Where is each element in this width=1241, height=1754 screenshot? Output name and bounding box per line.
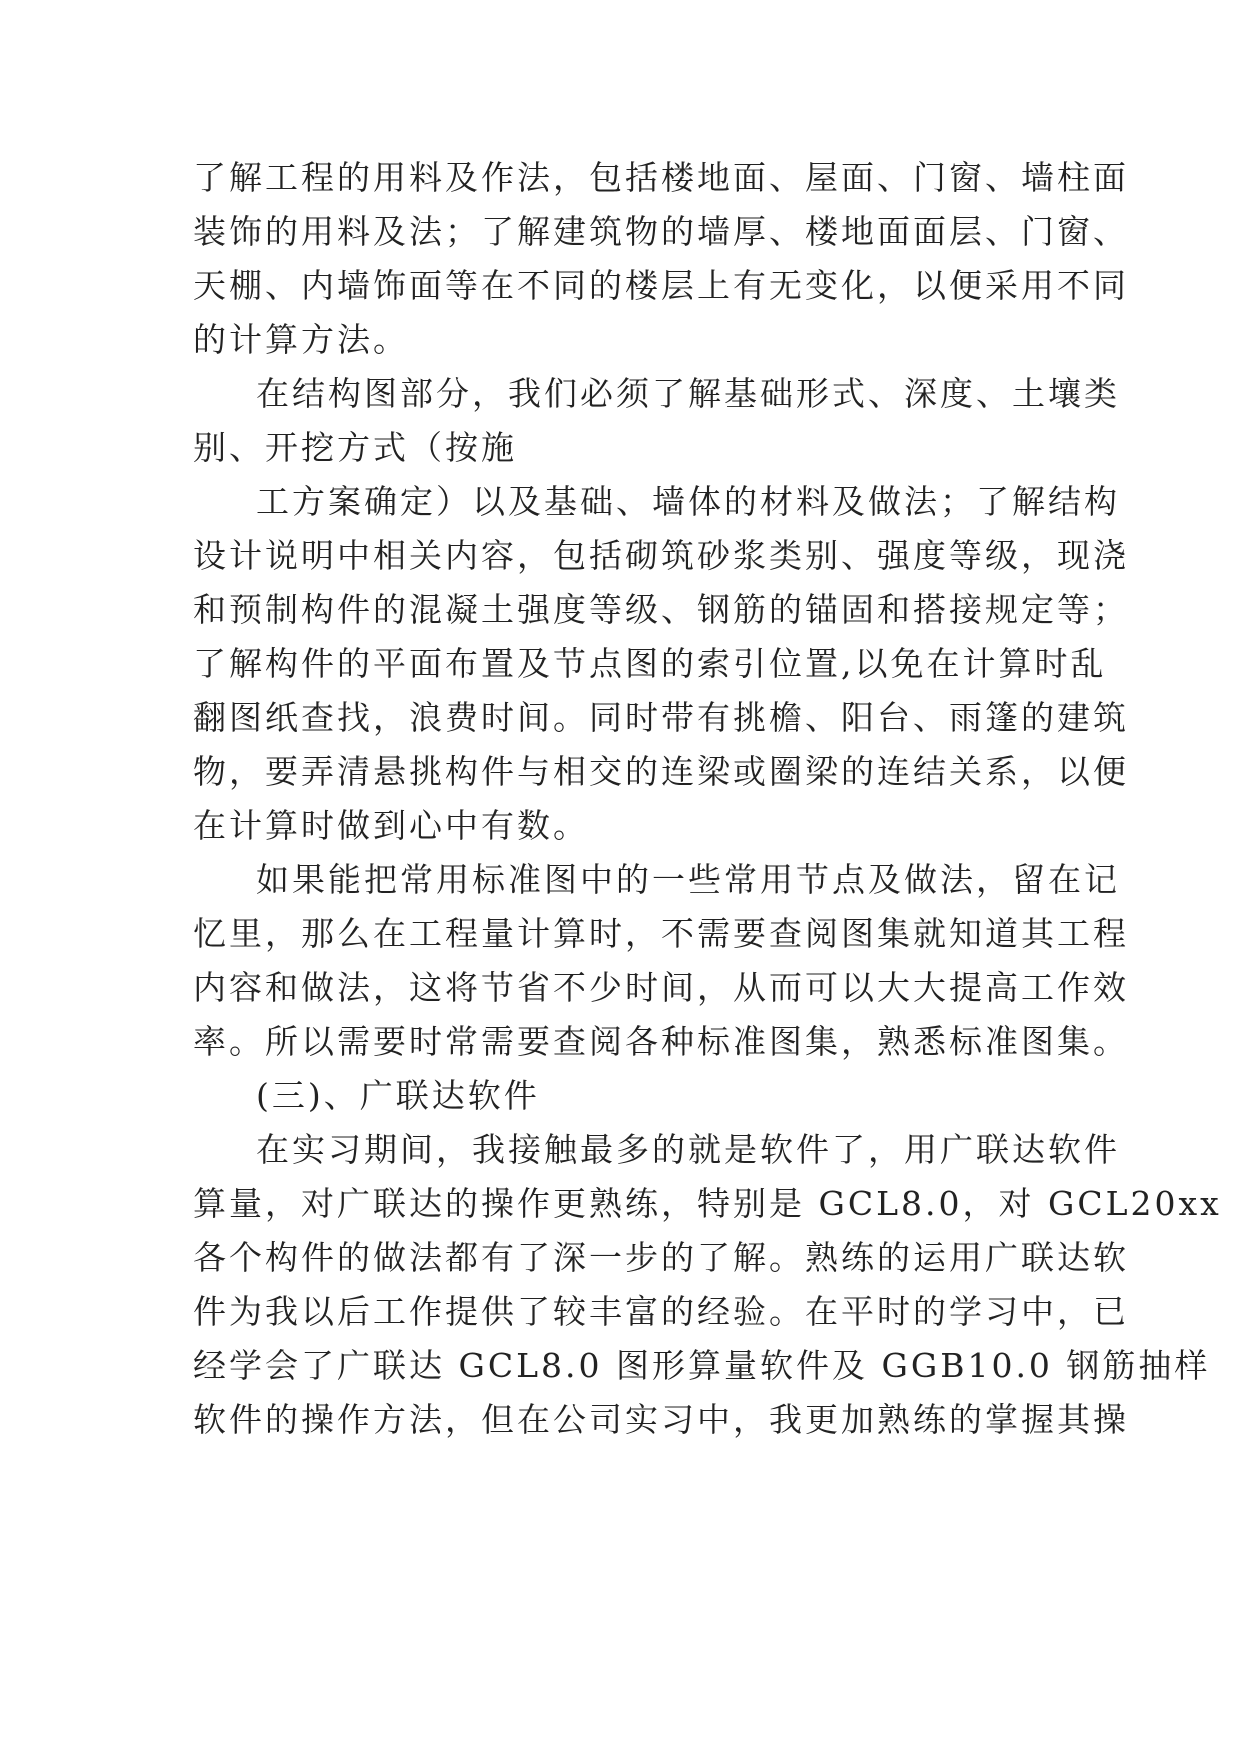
text-line: 天棚、内墙饰面等在不同的楼层上有无变化，以便采用不同 — [193, 266, 1129, 305]
paragraph-first-line: 在实习期间，我接触最多的就是软件了，用广联达软件 — [256, 1130, 1120, 1169]
text-line: 物，要弄清悬挑构件与相交的连梁或圈梁的连结关系，以便 — [193, 752, 1129, 791]
text-line: 件为我以后工作提供了较丰富的经验。在平时的学习中，已 — [193, 1292, 1129, 1331]
paragraph-first-line: 在结构图部分，我们必须了解基础形式、深度、土壤类 — [256, 374, 1120, 413]
text-line: 软件的操作方法，但在公司实习中，我更加熟练的掌握其操 — [193, 1400, 1129, 1439]
text-line: 别、开挖方式（按施 — [193, 428, 517, 467]
text-line: 和预制构件的混凝土强度等级、钢筋的锚固和搭接规定等； — [193, 590, 1129, 629]
text-line: 翻图纸查找，浪费时间。同时带有挑檐、阳台、雨篷的建筑 — [193, 698, 1129, 737]
text-line: 在计算时做到心中有数。 — [193, 806, 589, 845]
text-line: 了解工程的用料及作法，包括楼地面、屋面、门窗、墙柱面 — [193, 158, 1129, 197]
text-line: 忆里，那么在工程量计算时，不需要查阅图集就知道其工程 — [193, 914, 1129, 953]
section-heading: (三)、广联达软件 — [256, 1076, 540, 1115]
text-line: 装饰的用料及法；了解建筑物的墙厚、楼地面面层、门窗、 — [193, 212, 1129, 251]
text-line: 的计算方法。 — [193, 320, 409, 359]
text-line: 各个构件的做法都有了深一步的了解。熟练的运用广联达软 — [193, 1238, 1129, 1277]
text-line: 经学会了广联达 GCL8.0 图形算量软件及 GGB10.0 钢筋抽样 — [193, 1346, 1211, 1385]
paragraph-first-line: 如果能把常用标准图中的一些常用节点及做法，留在记 — [256, 860, 1120, 899]
paragraph-first-line: 工方案确定）以及基础、墙体的材料及做法；了解结构 — [256, 482, 1120, 521]
text-line: 内容和做法，这将节省不少时间，从而可以大大提高工作效 — [193, 968, 1129, 1007]
text-line: 率。所以需要时常需要查阅各种标准图集，熟悉标准图集。 — [193, 1022, 1129, 1061]
text-line: 设计说明中相关内容，包括砌筑砂浆类别、强度等级，现浇 — [193, 536, 1129, 575]
text-line: 算量，对广联达的操作更熟练，特别是 GCL8.0，对 GCL20xx — [193, 1184, 1222, 1223]
text-line: 了解构件的平面布置及节点图的索引位置,以免在计算时乱 — [193, 644, 1107, 683]
